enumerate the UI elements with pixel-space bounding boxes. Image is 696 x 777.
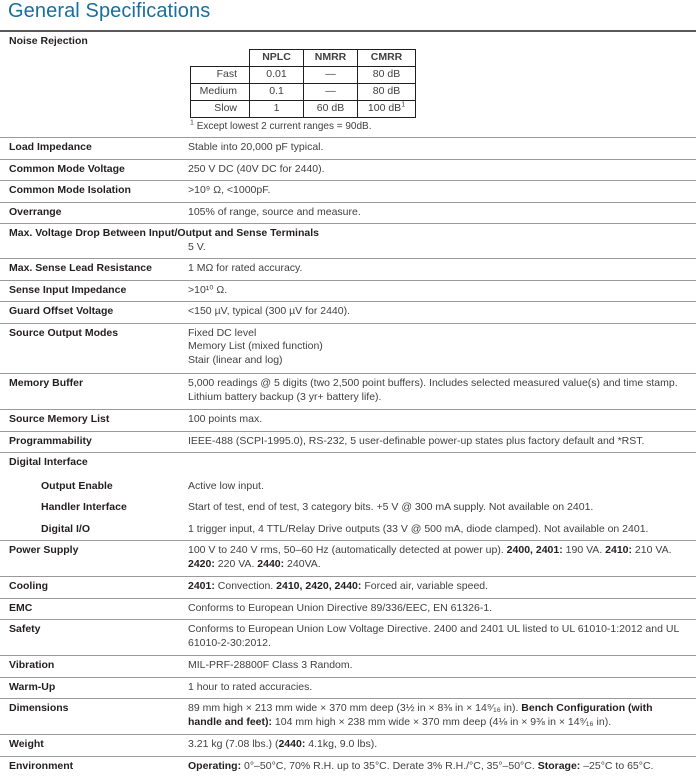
spec-value: Active low input. [188, 480, 696, 494]
spec-label: Source Output Modes [0, 327, 188, 341]
spec-value: 1 MΩ for rated accuracy. [188, 262, 696, 276]
spec-value: MIL-PRF-28800F Class 3 Random. [188, 659, 696, 673]
spec-value-line: Lithium battery backup (3 yr+ battery life). [188, 391, 688, 405]
spec-model: 2410: [605, 544, 632, 556]
spec-row-cooling [0, 576, 696, 598]
spec-value: Stable into 20,000 pF typical. [188, 141, 696, 155]
spec-label: Noise Rejection [0, 35, 188, 49]
spec-value-line: Memory List (mixed function) [188, 340, 688, 354]
spec-row-guard-offset-voltage [0, 301, 696, 323]
spec-row-power-supply [0, 540, 696, 576]
table-cell: 60 dB [304, 101, 358, 118]
spec-text: 89 mm high × 213 mm wide × 370 mm deep (3½ in × 8⅜ in × 14⁹⁄₁₆ in). [188, 702, 521, 714]
spec-row-dimensions [0, 698, 696, 734]
table-header: NMRR [304, 50, 358, 67]
spec-label: Overrange [0, 206, 188, 220]
spec-row-max-sense-lead-resistance [0, 258, 696, 280]
spec-value [188, 738, 696, 752]
spec-row-digital-io [0, 519, 696, 541]
spec-model: 2410, 2420, 2440: [276, 580, 361, 592]
spec-label: Vibration [0, 659, 188, 673]
table-cell: 80 dB [358, 67, 416, 84]
table-cell: 0.1 [250, 84, 304, 101]
spec-value [188, 702, 696, 729]
spec-emphasis: Storage: [538, 760, 581, 772]
spec-text: Convection. [215, 580, 276, 592]
spec-text: 104 mm high × 238 mm wide × 370 mm deep (4⅛ in × 9⅜ in × 14⁹⁄₁₆ in). [272, 716, 611, 728]
spec-model: 2440: [257, 558, 284, 570]
spec-model: 2400, 2401: [507, 544, 563, 556]
spec-label: Guard Offset Voltage [0, 305, 188, 319]
table-cell: — [304, 84, 358, 101]
spec-value: 1 trigger input, 4 TTL/Relay Drive outputs (33 V @ 500 mA, diode clamped). Not available on 2401. [188, 523, 696, 537]
spec-emphasis: Operating: [188, 760, 241, 772]
spec-label: Common Mode Voltage [0, 163, 188, 177]
spec-value-line: Fixed DC level [188, 327, 688, 341]
spec-text: Forced air, variable speed. [361, 580, 488, 592]
spec-emphasis: Bench Configuration (with [521, 702, 652, 714]
spec-row-weight [0, 734, 696, 756]
spec-table [0, 30, 696, 777]
table-row [191, 67, 416, 84]
spec-emphasis: handle and feet): [188, 716, 272, 728]
spec-value: 250 V DC (40V DC for 2440). [188, 163, 696, 177]
spec-value [188, 580, 696, 594]
spec-value [188, 377, 696, 404]
spec-value: >10¹⁰ Ω. [188, 284, 696, 298]
spec-model: 2440: [278, 738, 305, 750]
spec-value-line: 5,000 readings @ 5 digits (two 2,500 point buffers). Includes selected measured value(s) and time stamp. [188, 377, 688, 391]
spec-text: 220 VA. [215, 558, 257, 570]
spec-text: 3.21 kg (7.08 lbs.) ( [188, 738, 278, 750]
table-footnote [190, 120, 688, 134]
spec-row-handler-interface [0, 497, 696, 519]
footnote-text: Except lowest 2 current ranges = 90dB. [197, 121, 372, 132]
table-row [191, 101, 416, 118]
cmrr-value: 100 dB [368, 102, 401, 114]
spec-value: <150 µV, typical (300 µV for 2440). [188, 305, 696, 319]
noise-rejection-table [190, 49, 416, 118]
spec-label: Max. Sense Lead Resistance [0, 262, 188, 276]
spec-value-line: 61010-2-30:2012. [188, 637, 688, 651]
spec-value [188, 623, 696, 650]
spec-label: Digital Interface [0, 456, 188, 470]
spec-label: Programmability [0, 435, 188, 449]
spec-label: Dimensions [0, 702, 188, 716]
spec-text: 240VA. [284, 558, 321, 570]
spec-label: Environment [0, 760, 188, 774]
spec-row-common-mode-isolation [0, 180, 696, 202]
table-cell [358, 101, 416, 118]
spec-row-load-impedance [0, 137, 696, 159]
spec-label: Memory Buffer [0, 377, 188, 391]
spec-row-programmability [0, 431, 696, 453]
spec-row-noise-rejection [0, 30, 696, 137]
spec-text: 210 VA. [632, 544, 672, 556]
table-header: CMRR [358, 50, 416, 67]
spec-label: Weight [0, 738, 188, 752]
spec-row-vibration [0, 655, 696, 677]
spacer [0, 241, 188, 255]
page-title: General Specifications [8, 0, 210, 23]
spec-value: 5 V. [188, 241, 696, 255]
spec-row-output-enable [0, 474, 696, 498]
spec-value: IEEE-488 (SCPI-1995.0), RS-232, 5 user-definable power-up states plus factory default and *RST. [188, 435, 696, 449]
spec-label: Power Supply [0, 544, 188, 558]
spec-label: Max. Voltage Drop Between Input/Output and Sense Terminals [0, 227, 696, 241]
spec-value: Conforms to European Union Directive 89/336/EEC, EN 61326-1. [188, 602, 696, 616]
table-row [191, 84, 416, 101]
table-cell: 0.01 [250, 67, 304, 84]
spec-label: Sense Input Impedance [0, 284, 188, 298]
table-cell: Medium [191, 84, 250, 101]
spec-label: Source Memory List [0, 413, 188, 427]
footnote-mark: 1 [190, 120, 194, 127]
spec-text: –25°C to 65°C. [580, 760, 653, 772]
spec-value: 1 hour to rated accuracies. [188, 681, 696, 695]
spec-label: Warm-Up [0, 681, 188, 695]
spec-row-emc [0, 598, 696, 620]
spec-row-sense-input-impedance [0, 280, 696, 302]
spec-row-digital-interface [0, 452, 696, 474]
spec-row-memory-buffer [0, 373, 696, 409]
spec-value: Start of test, end of test, 3 category bits. +5 V @ 300 mA supply. Not available on 2401. [188, 501, 696, 515]
spec-text: 4.1kg, 9.0 lbs). [305, 738, 377, 750]
spec-value-line: Stair (linear and log) [188, 354, 688, 368]
spec-value-line [188, 716, 688, 730]
spec-row-environment [0, 756, 696, 777]
table-cell: Fast [191, 67, 250, 84]
spec-label: Safety [0, 623, 188, 637]
spec-model: 2420: [188, 558, 215, 570]
spec-label: Digital I/O [0, 523, 188, 537]
table-cell: Slow [191, 101, 250, 118]
spec-label: Handler Interface [0, 501, 188, 515]
spec-text: 0°–50°C, 70% R.H. up to 35°C. Derate 3% R.H./°C, 35°–50°C. [241, 760, 538, 772]
footnote-mark: 1 [401, 102, 405, 109]
spec-label: Output Enable [0, 480, 188, 494]
spec-row-common-mode-voltage [0, 159, 696, 181]
spec-text: 100 V to 240 V rms, 50–60 Hz (automatically detected at power up). [188, 544, 507, 556]
spec-value: 105% of range, source and measure. [188, 206, 696, 220]
spec-value [188, 544, 696, 571]
spec-value [188, 327, 696, 368]
spec-label: Load Impedance [0, 141, 188, 155]
spec-model: 2401: [188, 580, 215, 592]
table-cell: — [304, 67, 358, 84]
spec-row-safety [0, 619, 696, 655]
spec-label: Cooling [0, 580, 188, 594]
table-header-row [191, 50, 416, 67]
spec-row-source-output-modes [0, 323, 696, 374]
spec-row-max-voltage-drop [0, 223, 696, 258]
spec-label: Common Mode Isolation [0, 184, 188, 198]
spec-label: EMC [0, 602, 188, 616]
spec-value-line [188, 558, 688, 572]
spec-value [188, 35, 696, 134]
spec-text: 190 VA. [563, 544, 605, 556]
table-cell: 80 dB [358, 84, 416, 101]
spec-value: 100 points max. [188, 413, 696, 427]
spec-row-warm-up [0, 677, 696, 699]
table-header [191, 50, 250, 67]
spec-row-source-memory-list [0, 409, 696, 431]
spec-value-line: Conforms to European Union Low Voltage Directive. 2400 and 2401 UL listed to UL 61010-1:2012 and UL [188, 623, 688, 637]
spec-value: >10⁹ Ω, <1000pF. [188, 184, 696, 198]
table-cell: 1 [250, 101, 304, 118]
table-header: NPLC [250, 50, 304, 67]
spec-row-overrange [0, 202, 696, 224]
